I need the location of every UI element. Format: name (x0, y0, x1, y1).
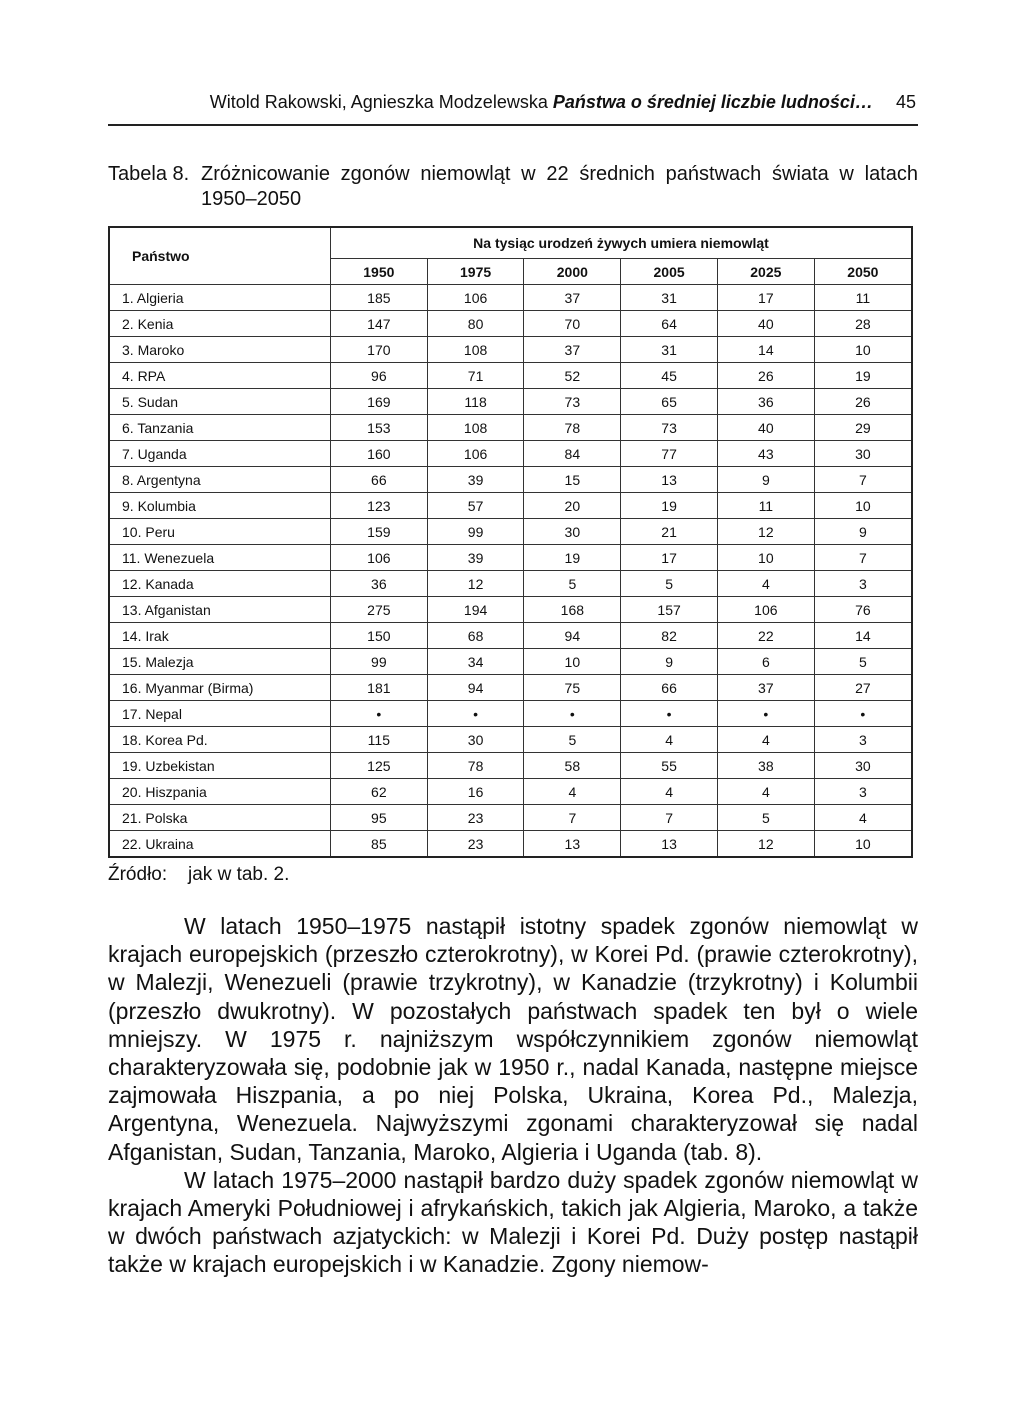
value-cell: 106 (717, 597, 814, 623)
value-cell: 159 (330, 519, 427, 545)
table-row (109, 493, 912, 519)
caption-label: Tabela 8. (108, 163, 190, 185)
year-header: 2000 (524, 259, 621, 285)
value-cell: 84 (524, 441, 621, 467)
value-cell: 76 (814, 597, 912, 623)
value-cell: 94 (427, 675, 524, 701)
table-row (109, 753, 912, 779)
value-cell: 12 (717, 831, 814, 858)
value-cell: 31 (621, 285, 718, 311)
value-cell: 31 (621, 337, 718, 363)
country-cell: 4. RPA (109, 363, 330, 389)
year-header: 2005 (621, 259, 718, 285)
running-header (108, 90, 916, 114)
value-cell: 36 (330, 571, 427, 597)
country-cell: 10. Peru (109, 519, 330, 545)
value-cell: 108 (427, 337, 524, 363)
country-cell: 1. Algieria (109, 285, 330, 311)
value-cell: 3 (814, 779, 912, 805)
value-cell: 4 (524, 779, 621, 805)
value-cell: 7 (621, 805, 718, 831)
value-cell: 10 (814, 337, 912, 363)
value-cell: 43 (717, 441, 814, 467)
country-cell: 20. Hiszpania (109, 779, 330, 805)
value-cell: 71 (427, 363, 524, 389)
value-cell: 23 (427, 805, 524, 831)
table-row (109, 727, 912, 753)
value-cell: 28 (814, 311, 912, 337)
value-cell: 68 (427, 623, 524, 649)
value-cell: 4 (814, 805, 912, 831)
country-cell: 11. Wenezuela (109, 545, 330, 571)
value-cell: 58 (524, 753, 621, 779)
value-cell: 6 (717, 649, 814, 675)
value-cell: • (524, 701, 621, 727)
country-cell: 16. Myanmar (Birma) (109, 675, 330, 701)
value-cell: 29 (814, 415, 912, 441)
country-cell: 5. Sudan (109, 389, 330, 415)
country-cell: 3. Maroko (109, 337, 330, 363)
value-cell: 96 (330, 363, 427, 389)
table-row (109, 675, 912, 701)
value-cell: 77 (621, 441, 718, 467)
table-row (109, 389, 912, 415)
table-row (109, 805, 912, 831)
value-cell: 12 (427, 571, 524, 597)
value-cell: 26 (717, 363, 814, 389)
country-cell: 21. Polska (109, 805, 330, 831)
value-cell: 157 (621, 597, 718, 623)
table-caption (108, 162, 918, 212)
country-cell: 2. Kenia (109, 311, 330, 337)
value-cell: 125 (330, 753, 427, 779)
value-cell: 3 (814, 727, 912, 753)
country-cell: 6. Tanzania (109, 415, 330, 441)
header-title: Państwa o średniej liczbie ludności… (552, 92, 873, 112)
value-cell: 21 (621, 519, 718, 545)
value-cell: 118 (427, 389, 524, 415)
table-row (109, 441, 912, 467)
value-cell: 7 (814, 545, 912, 571)
country-cell: 22. Ukraina (109, 831, 330, 858)
value-cell: 20 (524, 493, 621, 519)
value-cell: 4 (717, 727, 814, 753)
source-note (108, 864, 289, 886)
value-cell: 30 (814, 441, 912, 467)
value-cell: 23 (427, 831, 524, 858)
table-row (109, 285, 912, 311)
value-cell: 39 (427, 467, 524, 493)
value-cell: 13 (621, 467, 718, 493)
table-row (109, 831, 912, 858)
value-cell: 38 (717, 753, 814, 779)
value-cell: 64 (621, 311, 718, 337)
value-cell: 19 (621, 493, 718, 519)
value-cell: 275 (330, 597, 427, 623)
value-cell: 5 (717, 805, 814, 831)
table-row (109, 467, 912, 493)
table-row (109, 649, 912, 675)
value-cell: 106 (330, 545, 427, 571)
value-cell: 37 (717, 675, 814, 701)
value-cell: 5 (621, 571, 718, 597)
value-cell: 13 (621, 831, 718, 858)
value-cell: • (814, 701, 912, 727)
value-cell: 30 (814, 753, 912, 779)
value-cell: 16 (427, 779, 524, 805)
value-cell: 108 (427, 415, 524, 441)
value-cell: 73 (621, 415, 718, 441)
value-cell: 3 (814, 571, 912, 597)
country-cell: 15. Malezja (109, 649, 330, 675)
value-cell: 11 (814, 285, 912, 311)
value-cell: 10 (717, 545, 814, 571)
year-header: 2050 (814, 259, 912, 285)
value-cell: 37 (524, 337, 621, 363)
value-cell: 9 (621, 649, 718, 675)
value-cell: 27 (814, 675, 912, 701)
value-cell: 66 (330, 467, 427, 493)
value-cell: 66 (621, 675, 718, 701)
value-cell: • (621, 701, 718, 727)
value-cell: 10 (814, 831, 912, 858)
table-row (109, 337, 912, 363)
header-authors: Witold Rakowski, Agnieszka Modzelewska (209, 92, 548, 112)
table-row (109, 779, 912, 805)
value-cell: 19 (814, 363, 912, 389)
country-cell: 13. Afganistan (109, 597, 330, 623)
value-cell: 150 (330, 623, 427, 649)
value-cell: 40 (717, 415, 814, 441)
value-cell: 55 (621, 753, 718, 779)
value-cell: 10 (814, 493, 912, 519)
value-cell: 30 (524, 519, 621, 545)
value-cell: 65 (621, 389, 718, 415)
country-cell: 9. Kolumbia (109, 493, 330, 519)
table-row (109, 597, 912, 623)
year-header: 1975 (427, 259, 524, 285)
value-cell: 14 (814, 623, 912, 649)
value-cell: 78 (427, 753, 524, 779)
value-cell: 15 (524, 467, 621, 493)
value-cell: 185 (330, 285, 427, 311)
value-cell: 169 (330, 389, 427, 415)
value-cell: 73 (524, 389, 621, 415)
value-cell: 4 (717, 571, 814, 597)
header-rule (108, 124, 918, 126)
table-row (109, 571, 912, 597)
value-cell: 11 (717, 493, 814, 519)
country-cell: 17. Nepal (109, 701, 330, 727)
value-cell: 70 (524, 311, 621, 337)
value-cell: 153 (330, 415, 427, 441)
value-cell: 17 (621, 545, 718, 571)
value-cell: 19 (524, 545, 621, 571)
table-row (109, 363, 912, 389)
value-cell: 99 (330, 649, 427, 675)
value-cell: 9 (814, 519, 912, 545)
country-cell: 7. Uganda (109, 441, 330, 467)
value-cell: 4 (717, 779, 814, 805)
value-cell: 4 (621, 779, 718, 805)
value-cell: 39 (427, 545, 524, 571)
value-cell: 115 (330, 727, 427, 753)
value-cell: 106 (427, 285, 524, 311)
value-cell: 106 (427, 441, 524, 467)
page-number: 45 (895, 92, 916, 112)
body-text (108, 912, 918, 1279)
value-cell: 26 (814, 389, 912, 415)
value-cell: 95 (330, 805, 427, 831)
country-cell: 8. Argentyna (109, 467, 330, 493)
table-row (109, 623, 912, 649)
value-cell: • (330, 701, 427, 727)
value-cell: 5 (524, 727, 621, 753)
table-row (109, 701, 912, 727)
country-cell: 12. Kanada (109, 571, 330, 597)
value-cell: 94 (524, 623, 621, 649)
value-cell: 40 (717, 311, 814, 337)
value-cell: 30 (427, 727, 524, 753)
value-cell: 99 (427, 519, 524, 545)
value-cell: 12 (717, 519, 814, 545)
table-row (109, 519, 912, 545)
value-cell: • (427, 701, 524, 727)
year-header: 1950 (330, 259, 427, 285)
value-cell: 170 (330, 337, 427, 363)
value-cell: 160 (330, 441, 427, 467)
group-column-header: Na tysiąc urodzeń żywych umiera niemowląt (330, 227, 912, 259)
value-cell: 22 (717, 623, 814, 649)
country-column-header: Państwo (109, 227, 330, 285)
country-cell: 18. Korea Pd. (109, 727, 330, 753)
caption-line-2: 1950–2050 (201, 188, 302, 210)
value-cell: 62 (330, 779, 427, 805)
paragraph: W latach 1975–2000 nastąpił bardzo duży spadek zgonów niemowląt w krajach Ameryki Południowej i afrykańskich, takich jak Algieria, Maroko, a także w dwóch państwach azjatyckich: w Malezji i Korei Pd. Duży postęp nastąpił także w krajach europejskich i w Kanadzie. Zgony niemow- (108, 1166, 918, 1278)
value-cell: 52 (524, 363, 621, 389)
value-cell: 14 (717, 337, 814, 363)
value-cell: 5 (524, 571, 621, 597)
value-cell: 82 (621, 623, 718, 649)
source-text: jak w tab. 2. (188, 864, 290, 885)
table-row (109, 415, 912, 441)
value-cell: 37 (524, 285, 621, 311)
value-cell: 75 (524, 675, 621, 701)
infant-mortality-table (108, 226, 913, 858)
value-cell: 123 (330, 493, 427, 519)
value-cell: 85 (330, 831, 427, 858)
table-row (109, 545, 912, 571)
value-cell: 17 (717, 285, 814, 311)
value-cell: 57 (427, 493, 524, 519)
value-cell: 4 (621, 727, 718, 753)
value-cell: 5 (814, 649, 912, 675)
value-cell: • (717, 701, 814, 727)
value-cell: 36 (717, 389, 814, 415)
value-cell: 168 (524, 597, 621, 623)
value-cell: 7 (814, 467, 912, 493)
paragraph: W latach 1950–1975 nastąpił istotny spadek zgonów niemowląt w krajach europejskich (przeszło czterokrotny), w Korei Pd. (prawie czterokrotny), w Malezji, Wenezueli (prawie trzykrotny), w Kanadzie (trzykrotny) i Kolumbii (przeszło dwukrotny). W pozostałych państwach spadek ten był o wiele mniejszy. W 1975 r. najniższym współczynnikiem zgonów niemowląt charakteryzowała się, podobnie jak w 1950 r., nadal Kanada, następne miejsce zajmowała Hiszpania, a po niej Polska, Ukraina, Korea Pd., Malezja, Argentyna, Wenezuela. Najwyższymi zgonami charakteryzował się nadal Afganistan, Sudan, Tanzania, Maroko, Algieria i Uganda (tab. 8). (108, 913, 918, 1165)
value-cell: 80 (427, 311, 524, 337)
country-cell: 19. Uzbekistan (109, 753, 330, 779)
table-row (109, 311, 912, 337)
value-cell: 194 (427, 597, 524, 623)
value-cell: 10 (524, 649, 621, 675)
value-cell: 78 (524, 415, 621, 441)
value-cell: 13 (524, 831, 621, 858)
value-cell: 181 (330, 675, 427, 701)
country-cell: 14. Irak (109, 623, 330, 649)
value-cell: 34 (427, 649, 524, 675)
value-cell: 9 (717, 467, 814, 493)
value-cell: 147 (330, 311, 427, 337)
value-cell: 45 (621, 363, 718, 389)
value-cell: 7 (524, 805, 621, 831)
year-header: 2025 (717, 259, 814, 285)
caption-line-1: Zróżnicowanie zgonów niemowląt w 22 średnich państwach świata w latach (201, 163, 918, 185)
source-label: Źródło: (108, 864, 168, 885)
